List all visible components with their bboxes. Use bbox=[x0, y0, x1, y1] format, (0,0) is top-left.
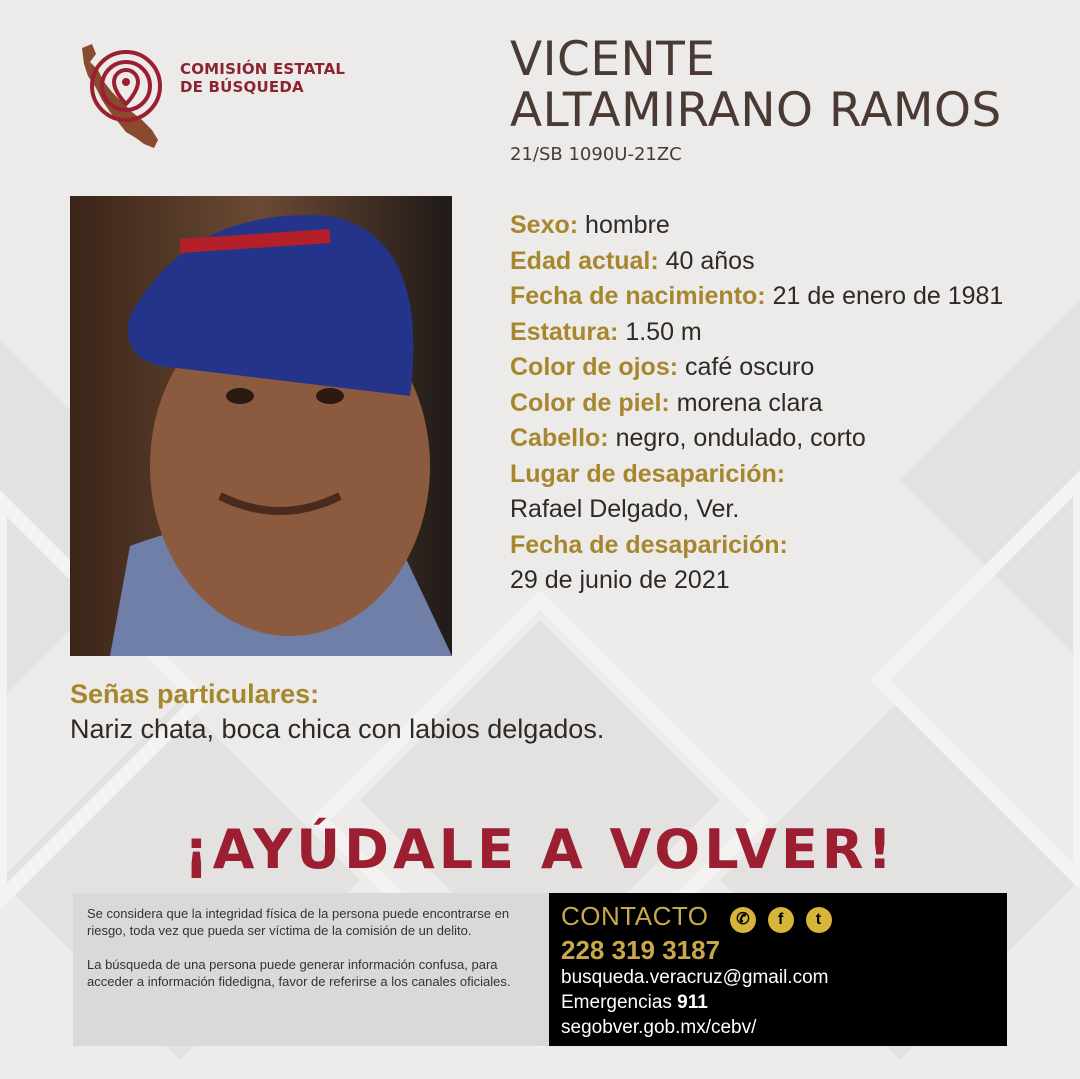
contact-email[interactable]: busqueda.veracruz@gmail.com bbox=[561, 967, 829, 989]
contact-emergencias: Emergencias 911 bbox=[561, 992, 708, 1014]
logo bbox=[70, 40, 370, 155]
detail-estatura: Estatura: 1.50 m bbox=[510, 317, 702, 346]
disclaimer-box bbox=[73, 893, 549, 1046]
org-name-line2: DE BÚSQUEDA bbox=[180, 78, 304, 96]
detail-lugar: Lugar de desaparición: Rafael Delgado, Ver. bbox=[510, 459, 786, 523]
person-photo bbox=[70, 196, 452, 656]
call-to-action: ¡AYÚDALE A VOLVER! bbox=[183, 818, 897, 881]
contact-web[interactable]: segobver.gob.mx/cebv/ bbox=[561, 1017, 757, 1039]
portrait-image bbox=[70, 196, 452, 656]
detail-piel: Color de piel: morena clara bbox=[510, 388, 823, 417]
contact-phone[interactable]: 228 319 3187 bbox=[561, 935, 721, 966]
person-last-name: ALTAMIRANO RAMOS bbox=[510, 83, 1002, 138]
detail-edad: Edad actual: 40 años bbox=[510, 246, 755, 275]
org-name bbox=[180, 60, 345, 96]
detail-nacimiento: Fecha de nacimiento: 21 de enero de 1981 bbox=[510, 282, 1004, 310]
detail-cabello: Cabello: negro, ondulado, corto bbox=[510, 424, 866, 452]
veracruz-map-pin-icon bbox=[70, 40, 180, 155]
phone-icon[interactable]: ✆ bbox=[730, 907, 756, 933]
senas-value: Nariz chata, boca chica con labios delgados. bbox=[70, 714, 605, 744]
contact-box bbox=[549, 893, 1007, 1046]
senas-label: Señas particulares: bbox=[70, 679, 320, 709]
disclaimer-p1: Se considera que la integridad física de la persona puede encontrarse en riesgo, toda vez que pueda ser víctima de la comisión de un delito. bbox=[87, 906, 510, 938]
detail-sexo: Sexo: hombre bbox=[510, 211, 670, 239]
senas-particulares bbox=[70, 677, 970, 747]
disclaimer-p2: La búsqueda de una persona puede generar información confusa, para acceder a información fidedigna, favor de referirse a los canales oficiales. bbox=[87, 957, 511, 989]
person-name bbox=[510, 34, 1002, 136]
twitter-icon[interactable]: t bbox=[806, 907, 832, 933]
person-first-name: VICENTE bbox=[510, 32, 716, 87]
contact-title: CONTACTO bbox=[561, 901, 709, 931]
detail-fecha-desaparicion: Fecha de desaparición: 29 de junio de 2021 bbox=[510, 530, 788, 594]
facebook-icon[interactable]: f bbox=[768, 907, 794, 933]
org-name-line1: COMISIÓN ESTATAL bbox=[180, 60, 346, 78]
person-details bbox=[510, 208, 1030, 599]
detail-ojos: Color de ojos: café oscuro bbox=[510, 353, 815, 381]
case-id: 21/SB 1090U-21ZC bbox=[510, 144, 682, 165]
contact-header bbox=[561, 899, 995, 935]
